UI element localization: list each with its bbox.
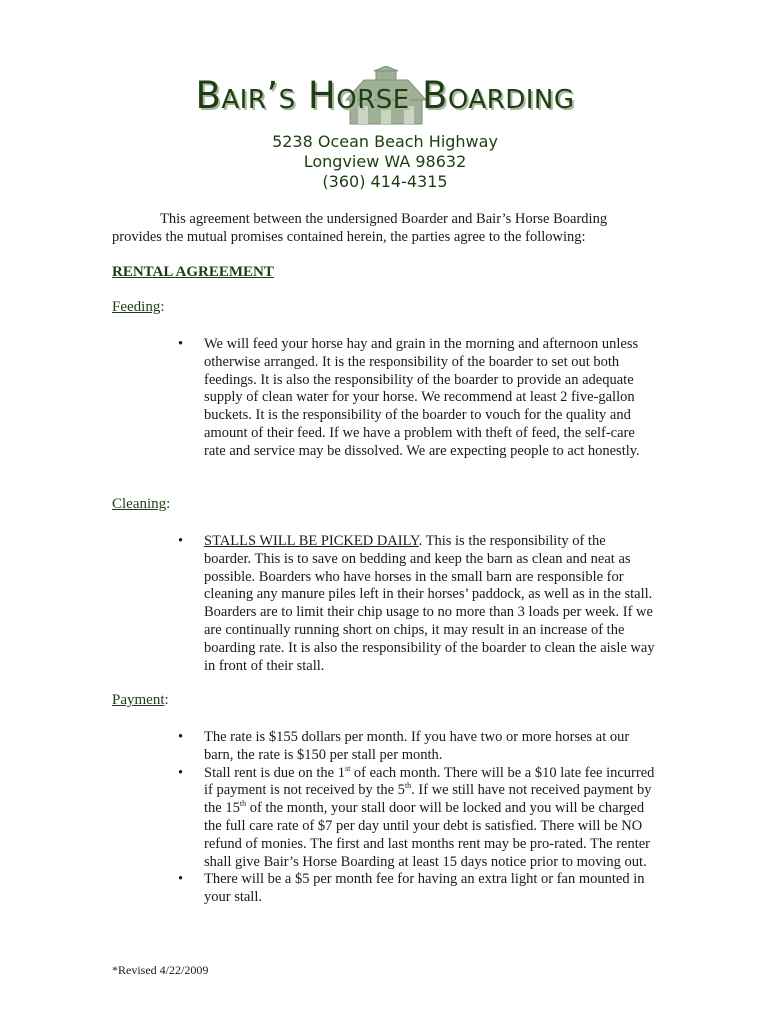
address-line-1: 5238 Ocean Beach Highway [272,132,498,151]
feeding-item-text: We will feed your horse hay and grain in the morning and afternoon unless otherwise arranged. It is the responsibility of the boarder to set out both feedings. It is also the responsibility of the boarder to provide an adequate supply of clean water for your horse. We recommend at least 2 five-gallon buckets. It is the responsibility of the boarder to vouch for the quality and amount of their feed. If we have a problem with theft of feed, the self-care rate and service may be dissolved. We are expecting people to act honestly. [204,336,640,459]
payment-heading-text: Payment [112,692,165,708]
payment-item-2-part-c: . If we still have not received payment by the 15 [204,782,652,817]
feeding-heading-text: Feeding [112,299,161,315]
cleaning-item-text: . This is the responsibility of the boarder. This is to save on bedding and keep the barn as clean and neat as possible. Boarders who have horses in the small barn are responsible for cleaning any manure piles left in their horses’ paddock, as well as in the stall. Boarders are to limit their chip usage to no more than 3 loads per week. If we are continually running short on chips, it may result in an increase of the boarding rate. It is also the responsibility of the boarder to clean the aisle way in front of their stall. [204,533,655,674]
bullet-icon: • [178,533,184,549]
cleaning-heading: Cleaning: [112,496,171,512]
payment-item-1: The rate is $155 dollars per month. If you have two or more horses at our barn, the rate is $150 per stall per month. [204,729,630,763]
business-address [0,132,770,192]
bullet-icon: • [178,871,184,888]
bullet-icon: • [178,764,184,781]
list-item [176,729,656,765]
bullet-icon: • [178,729,184,745]
cleaning-list [176,533,656,675]
list-item [176,533,656,675]
section-title: RENTAL AGREEMENT [112,264,274,280]
bullet-icon: • [178,336,184,352]
revision-footer: *Revised 4/22/2009 [112,963,209,977]
ordinal-suffix: th [404,781,412,791]
ordinal-suffix: th [239,799,247,809]
payment-item-2-part-a: Stall rent is due on the 1 [204,764,345,781]
intro-text: This agreement between the undersigned Boarder and Bair’s Horse Boarding provides the mutual promises contained herein, the parties agree to the following: [112,211,608,245]
feeding-heading: Feeding: [112,299,165,315]
business-title: Bair’s Horse Boarding [195,74,575,117]
payment-list [176,729,656,907]
phone-number: (360) 414-4315 [322,172,448,191]
payment-item-2-part-d: of the month, your stall door will be locked and you will be charged the full care rate of $7 per day until your debt is satisfied. There will be NO refund of monies. The first and last months rent may be pro-rated. The renter shall give Bair’s Horse Boarding at least 15 days notice prior to moving out. [204,800,651,870]
intro-paragraph [112,210,652,246]
ordinal-suffix: st [344,763,351,773]
address-line-2: Longview WA 98632 [303,152,467,171]
payment-item-2-part-b: of each month. There will be a $10 late fee incurred if payment is not received by the 5 [204,764,655,799]
feeding-list [176,336,656,461]
list-item [176,765,656,872]
payment-item-3: There will be a $5 per month fee for having an extra light or fan mounted in your stall. [204,871,645,906]
list-item [176,336,656,461]
cleaning-emphasis: STALLS WILL BE PICKED DAILY [204,533,419,549]
payment-heading: Payment: [112,692,169,708]
cleaning-heading-text: Cleaning [112,496,167,512]
list-item [176,871,656,907]
